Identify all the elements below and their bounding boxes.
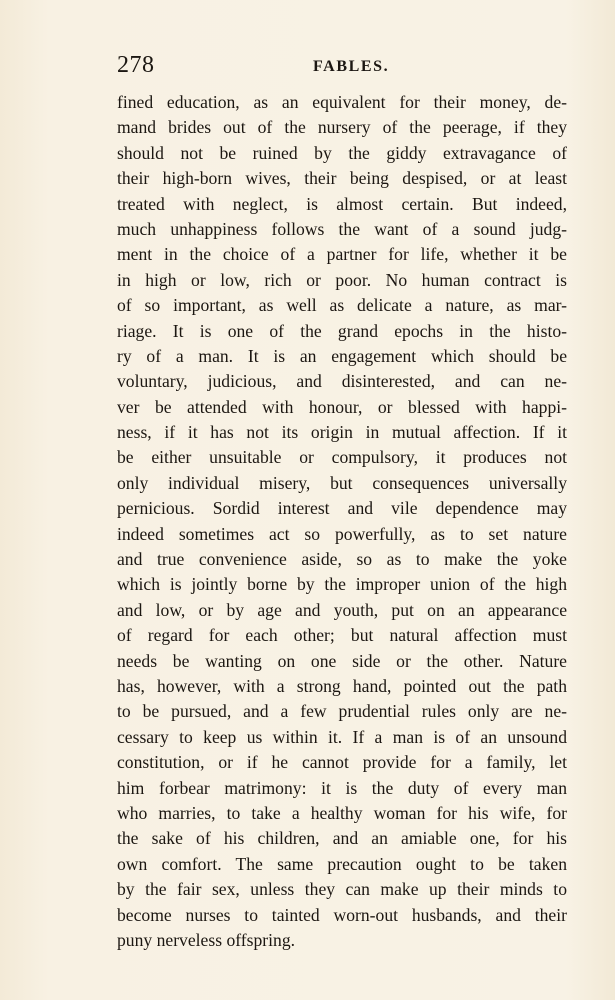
text-line: fined education, as an equivalent for their money, de- bbox=[117, 92, 567, 112]
text-line: riage. It is one of the grand epochs in the histo- bbox=[117, 320, 567, 341]
text-line: needs be wanting on one side or the other. Nature bbox=[117, 650, 567, 671]
text-line: has, however, with a strong hand, pointed out the path bbox=[117, 675, 567, 696]
text-line: mand brides out of the nursery of the peerage, if they bbox=[117, 117, 567, 138]
text-line: cessary to keep us within it. If a man is of an unsound bbox=[117, 726, 567, 747]
text-line: the sake of his children, and an amiable one, for his bbox=[117, 828, 567, 849]
text-line: him forbear matrimony: it is the duty of every man bbox=[117, 777, 567, 798]
text-line: their high-born wives, their being despised, or at least bbox=[117, 168, 567, 189]
text-line: ver be attended with honour, or blessed with happi- bbox=[117, 396, 567, 417]
text-line: constitution, or if he cannot provide for a family, let bbox=[117, 752, 567, 773]
text-line: ness, if it has not its origin in mutual affection. If it bbox=[117, 422, 567, 443]
text-line: indeed sometimes act so powerfully, as to set nature bbox=[117, 523, 567, 544]
text-line: and true convenience aside, so as to make the yoke bbox=[117, 549, 567, 570]
text-line: should not be ruined by the giddy extravagance of bbox=[117, 142, 567, 163]
text-line: of regard for each other; but natural affection must bbox=[117, 625, 567, 646]
text-line: be either unsuitable or compulsory, it produces not bbox=[117, 447, 567, 468]
text-line: ment in the choice of a partner for life, whether it be bbox=[117, 244, 567, 265]
page-header bbox=[117, 52, 567, 82]
text-line: ry of a man. It is an engagement which should be bbox=[117, 345, 567, 366]
text-line: which is jointly borne by the improper union of the high bbox=[117, 574, 567, 595]
text-line: own comfort. The same precaution ought to be taken bbox=[117, 853, 567, 874]
text-line: in high or low, rich or poor. No human contract is bbox=[117, 269, 567, 290]
text-line: of so important, as well as delicate a nature, as mar- bbox=[117, 295, 567, 316]
text-line: voluntary, judicious, and disinterested, and can ne- bbox=[117, 371, 567, 392]
page-number: 278 bbox=[117, 52, 155, 78]
text-line: puny nerveless offspring. bbox=[117, 929, 296, 950]
body-text bbox=[117, 90, 567, 953]
text-line: much unhappiness follows the want of a sound judg- bbox=[117, 218, 567, 239]
text-line: pernicious. Sordid interest and vile dependence may bbox=[117, 498, 567, 519]
text-line: to be pursued, and a few prudential rules only are ne- bbox=[117, 701, 567, 722]
text-line: who marries, to take a healthy woman for his wife, for bbox=[117, 802, 567, 823]
running-title: FABLES. bbox=[313, 58, 390, 75]
text-line: only individual misery, but consequences universally bbox=[117, 472, 567, 493]
text-line: treated with neglect, is almost certain. But indeed, bbox=[117, 193, 567, 214]
text-line: and low, or by age and youth, put on an appearance bbox=[117, 599, 567, 620]
text-line: become nurses to tainted worn-out husbands, and their bbox=[117, 904, 567, 925]
text-line: by the fair sex, unless they can make up their minds to bbox=[117, 879, 567, 900]
